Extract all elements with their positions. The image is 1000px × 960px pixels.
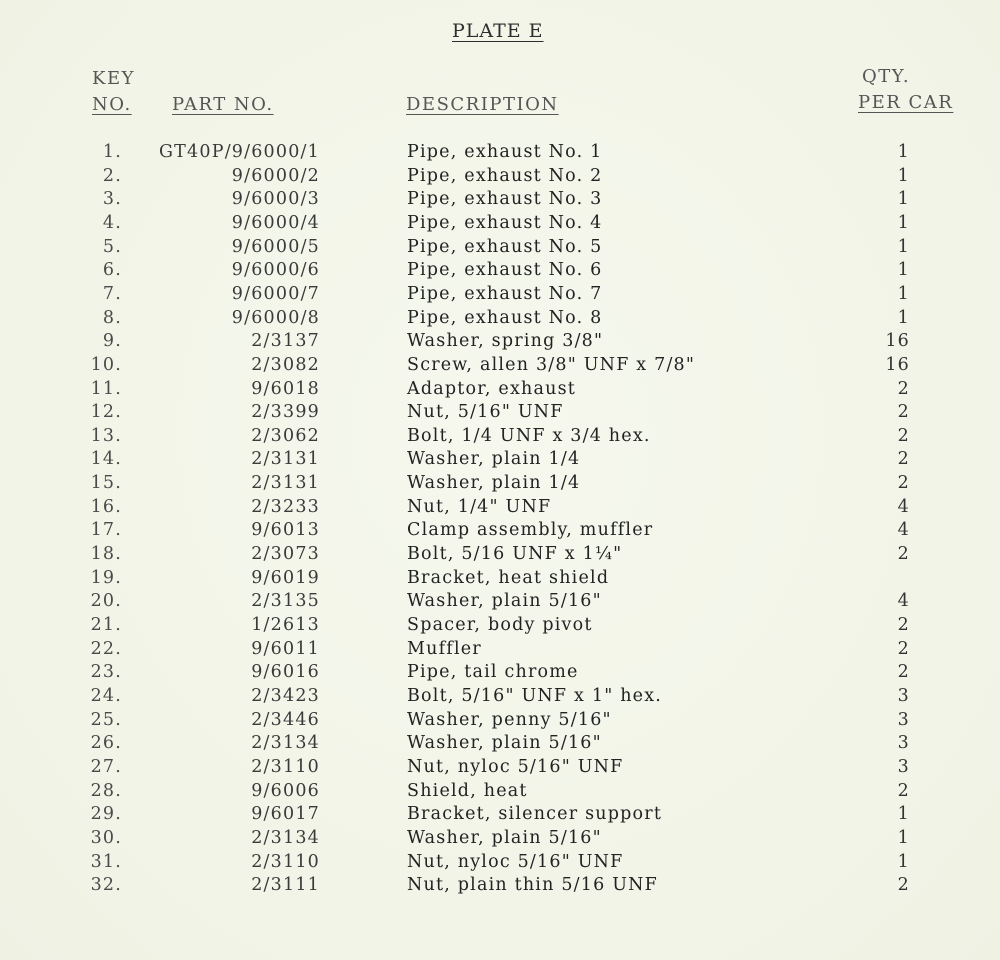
part-number: 2/3423: [251, 685, 320, 706]
table-row: [0, 779, 1000, 803]
part-description: Pipe, tail chrome: [407, 662, 579, 683]
part-description: Bolt, 5/16" UNF x 1" hex.: [407, 685, 663, 706]
key-number: 27.: [90, 756, 122, 777]
key-number: 19.: [90, 567, 122, 588]
key-number: 24.: [90, 685, 122, 706]
table-row: [0, 164, 1000, 188]
part-number: 9/6000/7: [231, 283, 320, 304]
part-description: Adaptor, exhaust: [407, 378, 577, 399]
key-number: 14.: [90, 449, 122, 470]
header-part-no: PART NO.: [172, 94, 274, 115]
table-row: [0, 826, 1000, 850]
part-description: Screw, allen 3/8" UNF x 7/8": [407, 354, 696, 375]
quantity-per-car: 2: [897, 473, 910, 494]
quantity-per-car: 1: [897, 260, 910, 281]
quantity-per-car: 1: [897, 189, 910, 210]
part-number: 2/3446: [251, 709, 320, 730]
key-number: 29.: [90, 804, 122, 825]
part-number: 2/3073: [251, 544, 320, 565]
table-row: [0, 495, 1000, 519]
quantity-per-car: 2: [897, 875, 910, 896]
quantity-per-car: 2: [897, 780, 910, 801]
part-number: 2/3135: [251, 591, 320, 612]
key-number: 9.: [102, 331, 122, 352]
part-number: 2/3134: [251, 733, 320, 754]
quantity-per-car: 4: [897, 496, 910, 517]
key-number: 16.: [90, 496, 122, 517]
part-description: Pipe, exhaust No. 4: [407, 212, 603, 233]
table-row: [0, 589, 1000, 613]
part-number: 9/6000/5: [231, 236, 320, 257]
quantity-per-car: 2: [897, 662, 910, 683]
part-description: Nut, plain thin 5/16 UNF: [407, 875, 659, 896]
table-row: [0, 708, 1000, 732]
key-number: 23.: [90, 662, 122, 683]
part-description: Pipe, exhaust No. 6: [407, 260, 603, 281]
part-number: 9/6017: [251, 804, 320, 825]
part-number: 2/3062: [251, 425, 320, 446]
key-number: 12.: [90, 402, 122, 423]
part-number: 2/3233: [251, 496, 320, 517]
key-number: 21.: [90, 615, 122, 635]
part-description: Nut, nyloc 5/16" UNF: [407, 851, 624, 872]
table-row: [0, 306, 1000, 330]
part-description: Nut, 1/4" UNF: [407, 496, 552, 517]
part-number: 2/3134: [251, 827, 320, 848]
table-row: [0, 613, 1000, 637]
part-number: 9/6000/3: [231, 189, 320, 210]
key-number: 18.: [90, 544, 122, 565]
quantity-per-car: 2: [897, 638, 910, 659]
table-row: [0, 684, 1000, 708]
part-number: 2/3131: [251, 473, 320, 494]
quantity-per-car: 2: [897, 425, 910, 446]
key-number: 28.: [90, 780, 122, 801]
part-description: Pipe, exhaust No. 1: [407, 142, 603, 162]
part-number: 2/3082: [251, 354, 320, 375]
table-row: [0, 282, 1000, 306]
table-row: [0, 731, 1000, 755]
table-row: [0, 447, 1000, 471]
table-row: [0, 400, 1000, 424]
key-number: 30.: [90, 827, 122, 848]
quantity-per-car: 2: [897, 544, 910, 565]
key-number: 2.: [102, 165, 122, 186]
key-number: 26.: [90, 733, 122, 754]
table-row: [0, 637, 1000, 661]
part-description: Washer, plain 1/4: [407, 449, 581, 470]
part-description: Washer, penny 5/16": [407, 709, 612, 730]
table-row: [0, 329, 1000, 353]
key-number: 25.: [90, 709, 122, 730]
part-description: Pipe, exhaust No. 7: [407, 283, 603, 304]
quantity-per-car: 1: [897, 283, 910, 304]
part-number: 9/6018: [251, 378, 320, 399]
quantity-per-car: 1: [897, 307, 910, 328]
table-row: [0, 258, 1000, 282]
part-description: Bracket, silencer support: [407, 804, 663, 825]
key-number: 22.: [90, 638, 122, 659]
key-number: 5.: [102, 236, 122, 257]
table-row: [0, 377, 1000, 401]
part-number: 9/6000/4: [231, 212, 320, 233]
part-description: Shield, heat: [407, 780, 528, 801]
part-description: Nut, nyloc 5/16" UNF: [407, 756, 624, 777]
plate-title: PLATE E: [452, 20, 544, 42]
quantity-per-car: 2: [897, 402, 910, 423]
part-description: Washer, spring 3/8": [407, 331, 604, 352]
part-description: Muffler: [407, 638, 482, 659]
key-number: 13.: [90, 425, 122, 446]
quantity-per-car: 2: [897, 615, 910, 635]
header-qty-line1: QTY.: [862, 66, 911, 87]
table-row: [0, 873, 1000, 897]
part-description: Nut, 5/16" UNF: [407, 402, 564, 423]
part-number: 9/6000/2: [231, 165, 320, 186]
table-row: [0, 802, 1000, 826]
quantity-per-car: 1: [897, 142, 910, 162]
part-description: Pipe, exhaust No. 3: [407, 189, 603, 210]
part-description: Washer, plain 5/16": [407, 827, 602, 848]
part-number: 1/2613: [251, 615, 320, 635]
quantity-per-car: 1: [897, 236, 910, 257]
part-number: 9/6013: [251, 520, 320, 541]
quantity-per-car: 3: [897, 733, 910, 754]
key-number: 7.: [102, 283, 122, 304]
part-number: 2/3137: [251, 331, 320, 352]
part-number: 9/6016: [251, 662, 320, 683]
key-number: 6.: [102, 260, 122, 281]
quantity-per-car: 1: [897, 827, 910, 848]
part-number: 2/3399: [251, 402, 320, 423]
quantity-per-car: 4: [897, 591, 910, 612]
key-number: 11.: [90, 378, 122, 399]
key-number: 3.: [102, 189, 122, 210]
part-number: 9/6019: [251, 567, 320, 588]
quantity-per-car: 16: [885, 331, 910, 352]
quantity-per-car: 1: [897, 212, 910, 233]
part-number: 9/6011: [251, 638, 320, 659]
part-description: Washer, plain 5/16": [407, 591, 602, 612]
quantity-per-car: 2: [897, 449, 910, 470]
key-number: 8.: [102, 307, 122, 328]
key-number: 15.: [90, 473, 122, 494]
part-description: Pipe, exhaust No. 8: [407, 307, 603, 328]
quantity-per-car: 3: [897, 756, 910, 777]
part-description: Bracket, heat shield: [407, 567, 610, 588]
part-number: 9/6000/8: [231, 307, 320, 328]
part-description: Bolt, 1/4 UNF x 3/4 hex.: [407, 425, 651, 446]
table-row: [0, 518, 1000, 542]
table-row: [0, 566, 1000, 590]
header-key-line2: NO.: [92, 94, 132, 115]
quantity-per-car: 3: [897, 685, 910, 706]
part-description: Bolt, 5/16 UNF x 1¼": [407, 544, 623, 565]
part-number: 9/6000/6: [231, 260, 320, 281]
key-number: 1.: [102, 142, 122, 162]
table-row: [0, 660, 1000, 684]
table-row: [0, 140, 1000, 164]
part-number: 2/3110: [251, 756, 320, 777]
header-description: DESCRIPTION: [406, 94, 559, 115]
part-description: Pipe, exhaust No. 2: [407, 165, 603, 186]
part-description: Washer, plain 1/4: [407, 473, 581, 494]
quantity-per-car: 2: [897, 378, 910, 399]
part-description: Washer, plain 5/16": [407, 733, 602, 754]
table-row: [0, 755, 1000, 779]
key-number: 20.: [90, 591, 122, 612]
part-description: Spacer, body pivot: [407, 615, 593, 635]
part-number: 2/3110: [251, 851, 320, 872]
quantity-per-car: 16: [885, 354, 910, 375]
part-description: Clamp assembly, muffler: [407, 520, 654, 541]
table-row: [0, 187, 1000, 211]
table-row: [0, 542, 1000, 566]
part-number: 9/6006: [251, 780, 320, 801]
part-number: 2/3131: [251, 449, 320, 470]
key-number: 32.: [90, 875, 122, 896]
header-key-line1: KEY: [92, 68, 135, 89]
part-description: Pipe, exhaust No. 5: [407, 236, 603, 257]
header-qty-line2: PER CAR: [858, 92, 954, 113]
key-number: 4.: [102, 212, 122, 233]
quantity-per-car: 3: [897, 709, 910, 730]
table-row: [0, 235, 1000, 259]
table-row: [0, 850, 1000, 874]
key-number: 10.: [90, 354, 122, 375]
quantity-per-car: 1: [897, 851, 910, 872]
quantity-per-car: 4: [897, 520, 910, 541]
key-number: 31.: [90, 851, 122, 872]
table-row: [0, 424, 1000, 448]
part-number: 2/3111: [251, 875, 320, 896]
table-row: [0, 353, 1000, 377]
quantity-per-car: 1: [897, 165, 910, 186]
part-number: GT40P/9/6000/1: [159, 142, 320, 162]
table-row: [0, 211, 1000, 235]
table-row: [0, 471, 1000, 495]
quantity-per-car: 1: [897, 804, 910, 825]
key-number: 17.: [90, 520, 122, 541]
